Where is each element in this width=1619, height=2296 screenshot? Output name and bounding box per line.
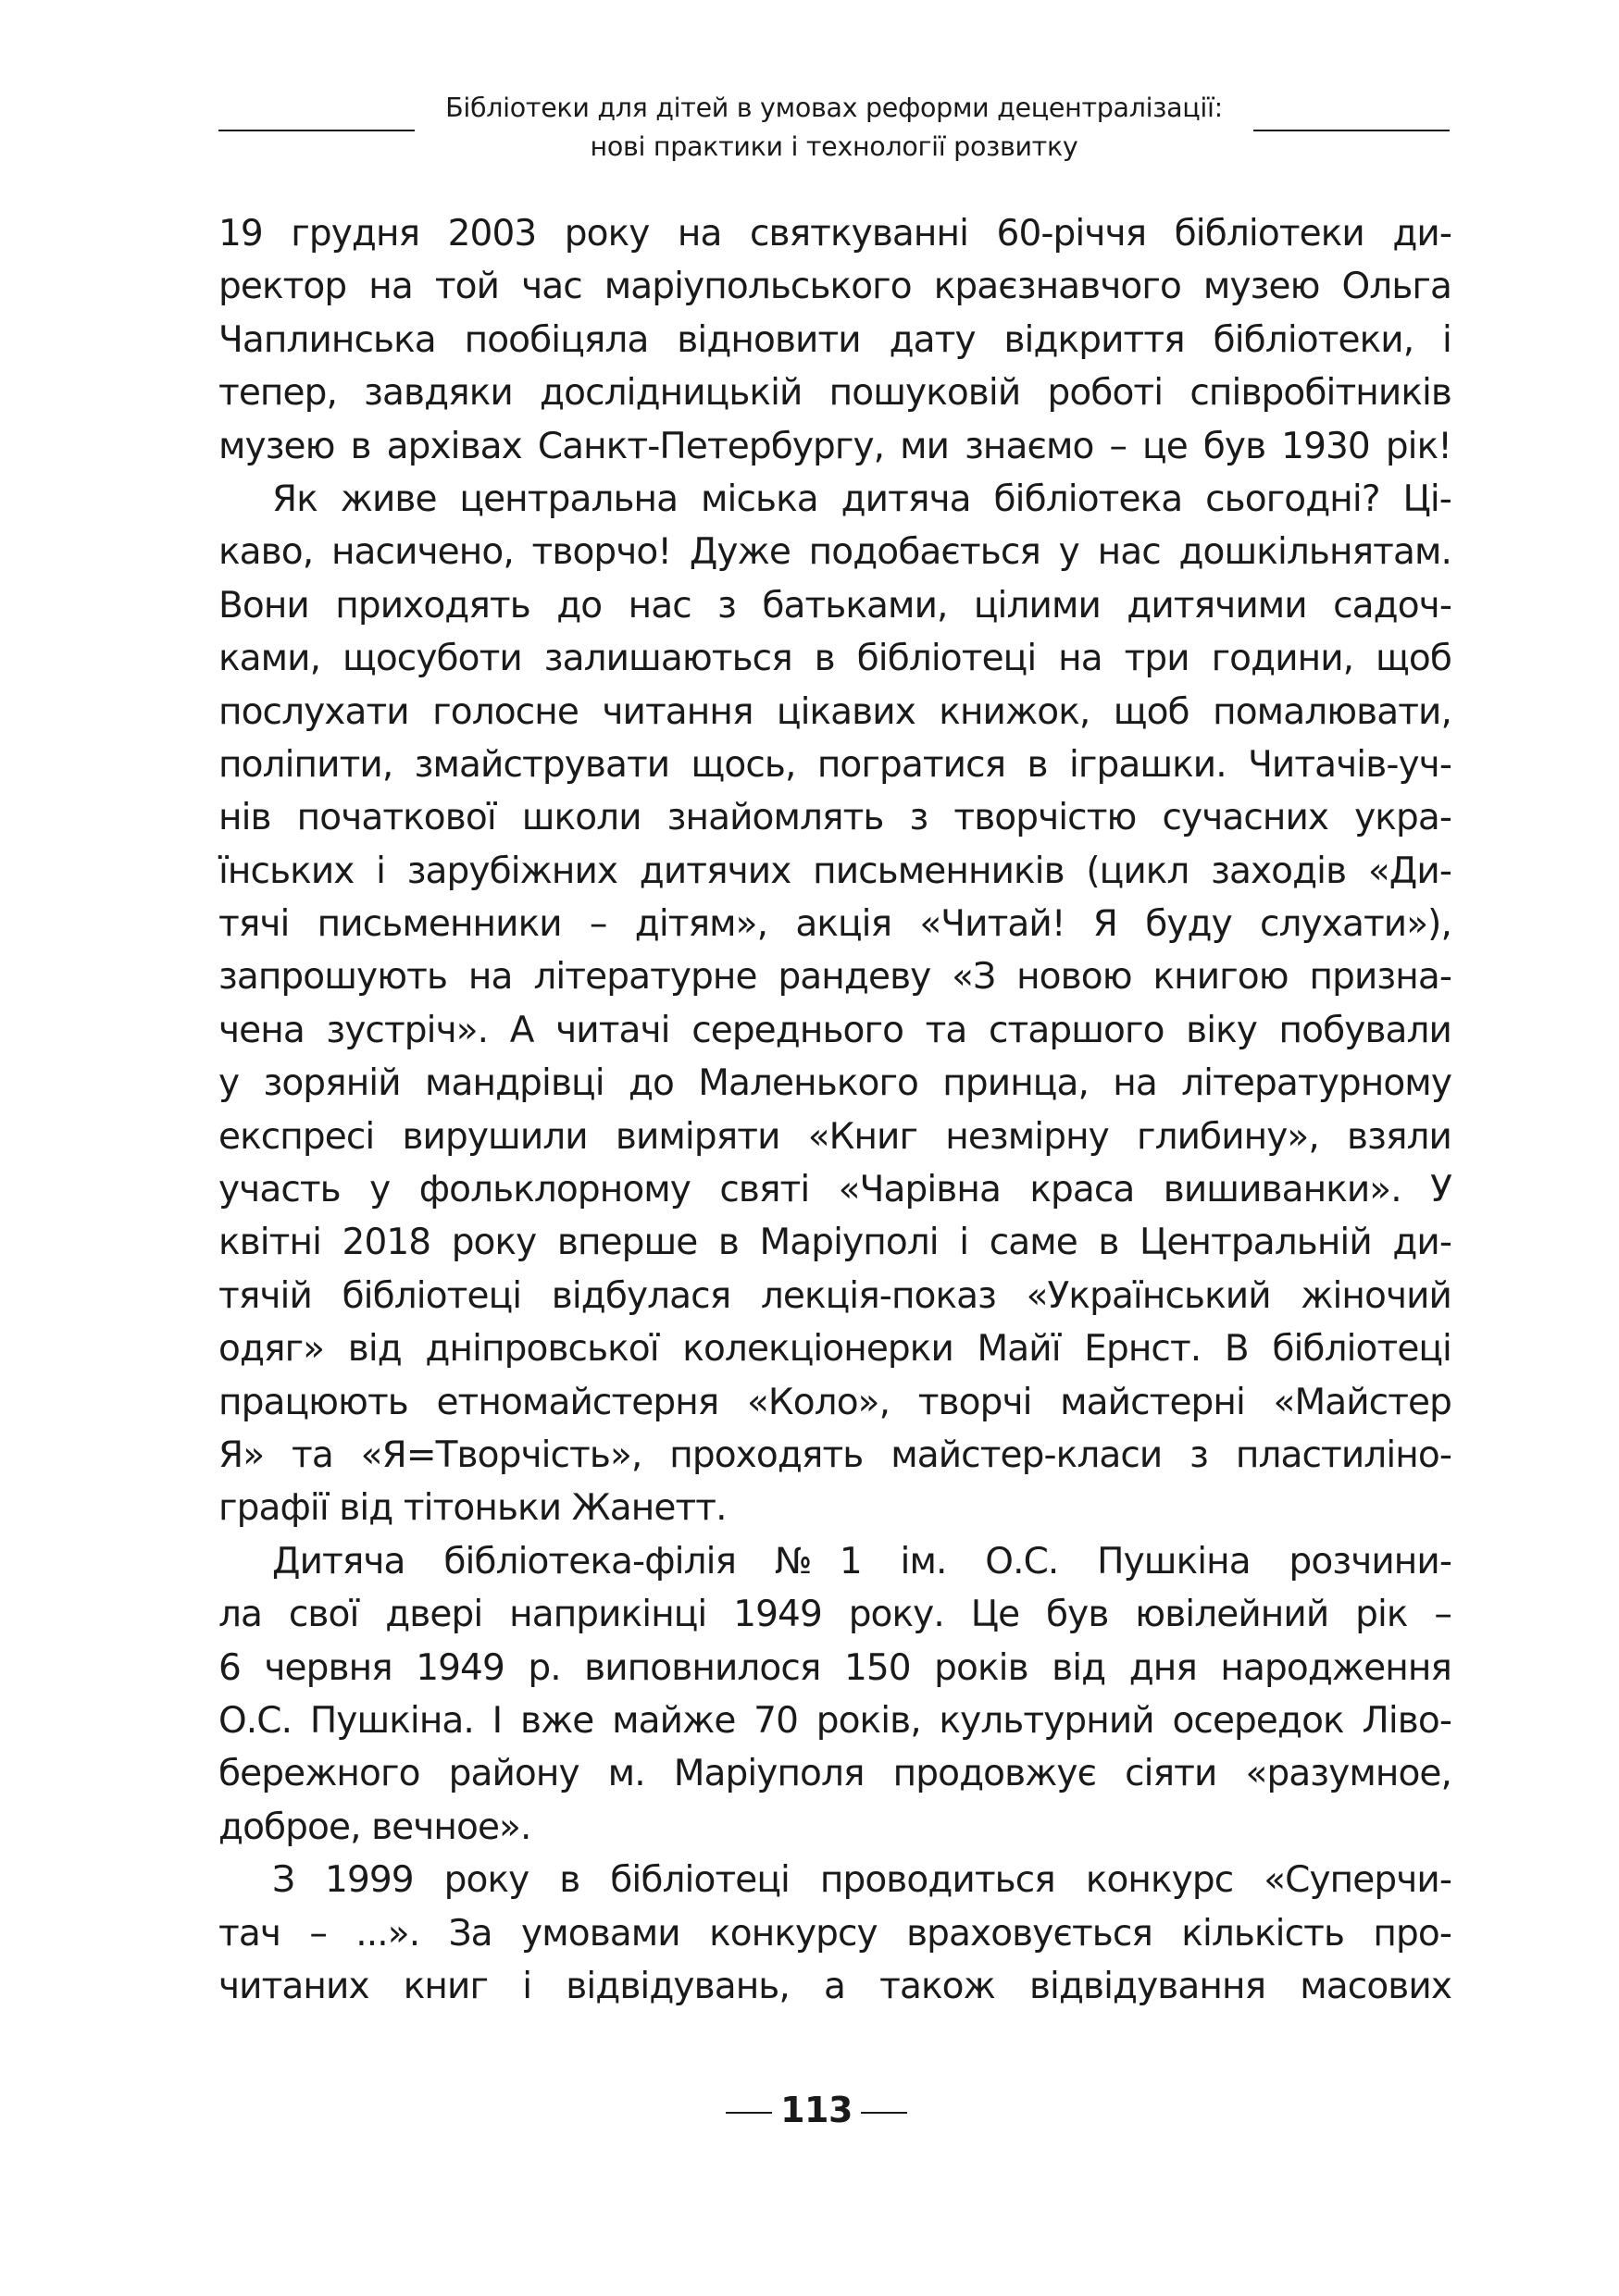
text-line: ками, щосуботи залишаються в бібліотеці на три години, щоб [218, 638, 1451, 680]
text-line: експресі вирушили виміряти «Книг незмірну глибину», взяли [218, 1115, 1451, 1158]
text-line: музею в архівах Санкт-Петербургу, ми знаємо – це був 1930 рік! [218, 425, 1451, 467]
text-line: тач – ...». За умовами конкурсу враховується кількість про- [218, 1912, 1451, 1955]
text-line: чена зустріч». А читачі середнього та старшого віку побували [218, 1009, 1451, 1051]
text-line: одяг» від дніпровської колекціонерки Майї Ернст. В бібліотеці [218, 1328, 1451, 1371]
text-line: у зоряній мандрівці до Маленького принца, на літературному [218, 1062, 1451, 1105]
text-line: ректор на той час маріупольського краєзнавчого музею Ольга [218, 266, 1451, 308]
text-line: графії від тітоньки Жанетт. [218, 1487, 727, 1530]
text-line: 19 грудня 2003 року на святкуванні 60-річчя бібліотеки ди- [218, 213, 1451, 254]
text-line: З 1999 року в бібліотеці проводиться конкурс «Суперчи- [272, 1859, 1451, 1902]
header-rule-left [218, 130, 415, 131]
body-text [218, 207, 1451, 2013]
text-line: запрошують на літературне рандеву «З новою книгою призна- [218, 956, 1451, 999]
text-line: тячі письменники – дітям», акція «Читай! Я буду слухати»), [218, 903, 1451, 946]
text-line: ла свої двері наприкінці 1949 року. Це був ювілейний рік – [218, 1594, 1451, 1636]
text-line: працюють етномайстерня «Коло», творчі майстерні «Майстер [218, 1381, 1451, 1423]
text-line: їнських і зарубіжних дитячих письменників (цикл заходів «Ди- [218, 850, 1451, 892]
text-line: тепер, завдяки дослідницькій пошуковій роботі співробітників [218, 372, 1451, 415]
text-line: Дитяча бібліотека-філія №1 ім. О.С. Пушкіна розчини- [272, 1540, 1451, 1582]
header-title-line-2: нові практики і технології розвитку [590, 131, 1078, 162]
text-line: тячій бібліотеці відбулася лекція-показ «Український жіночий [218, 1274, 1451, 1317]
text-line: бережного району м. Маріуполя продовжує сіяти «разумное, [218, 1753, 1451, 1795]
text-line: Вони приходять до нас з батьками, цілими дитячими садоч- [218, 584, 1451, 627]
text-line: участь у фольклорному святі «Чарівна краса вишиванки». У [218, 1169, 1451, 1211]
text-line: квітні 2018 року вперше в Маріуполі і саме в Центральній ди- [218, 1222, 1451, 1264]
running-header [218, 89, 1450, 172]
text-line: поліпити, змайструвати щось, погратися в іграшки. Читачів-уч- [218, 743, 1451, 786]
text-line: Чаплинська пообіцяла відновити дату відкриття бібліотеки, і [218, 318, 1451, 361]
text-line: 6 червня 1949 р. виповнилося 150 років від дня народження [218, 1646, 1451, 1689]
text-line: читаних книг і відвідувань, а також відвідування масових [218, 1965, 1451, 2007]
page-footer [726, 2087, 907, 2133]
footer-rule-left [726, 2112, 772, 2114]
text-line: О.С. Пушкіна. І вже майже 70 років, культурний осередок Ліво- [218, 1699, 1451, 1742]
text-line: нів початкової школи знайомлять з творчістю сучасних укра- [218, 797, 1451, 839]
header-title [430, 89, 1239, 167]
page-number: 113 [780, 2090, 853, 2130]
text-line: доброе, вечное». [218, 1806, 531, 1848]
footer-rule-right [861, 2112, 907, 2114]
text-line: Як живе центральна міська дитяча бібліотека сьогодні? Ці- [272, 478, 1451, 520]
text-line: каво, насичено, творчо! Дуже подобається у нас дошкільнятам. [218, 531, 1451, 574]
header-rule-right [1253, 130, 1450, 131]
text-line: Я» та «Я=Творчість», проходять майстер-класи з пластиліно- [218, 1433, 1451, 1476]
header-title-line-1: Бібліотеки для дітей в умовах реформи децентралізації: [445, 93, 1223, 123]
text-line: послухати голосне читання цікавих книжок, щоб помалювати, [218, 690, 1451, 733]
